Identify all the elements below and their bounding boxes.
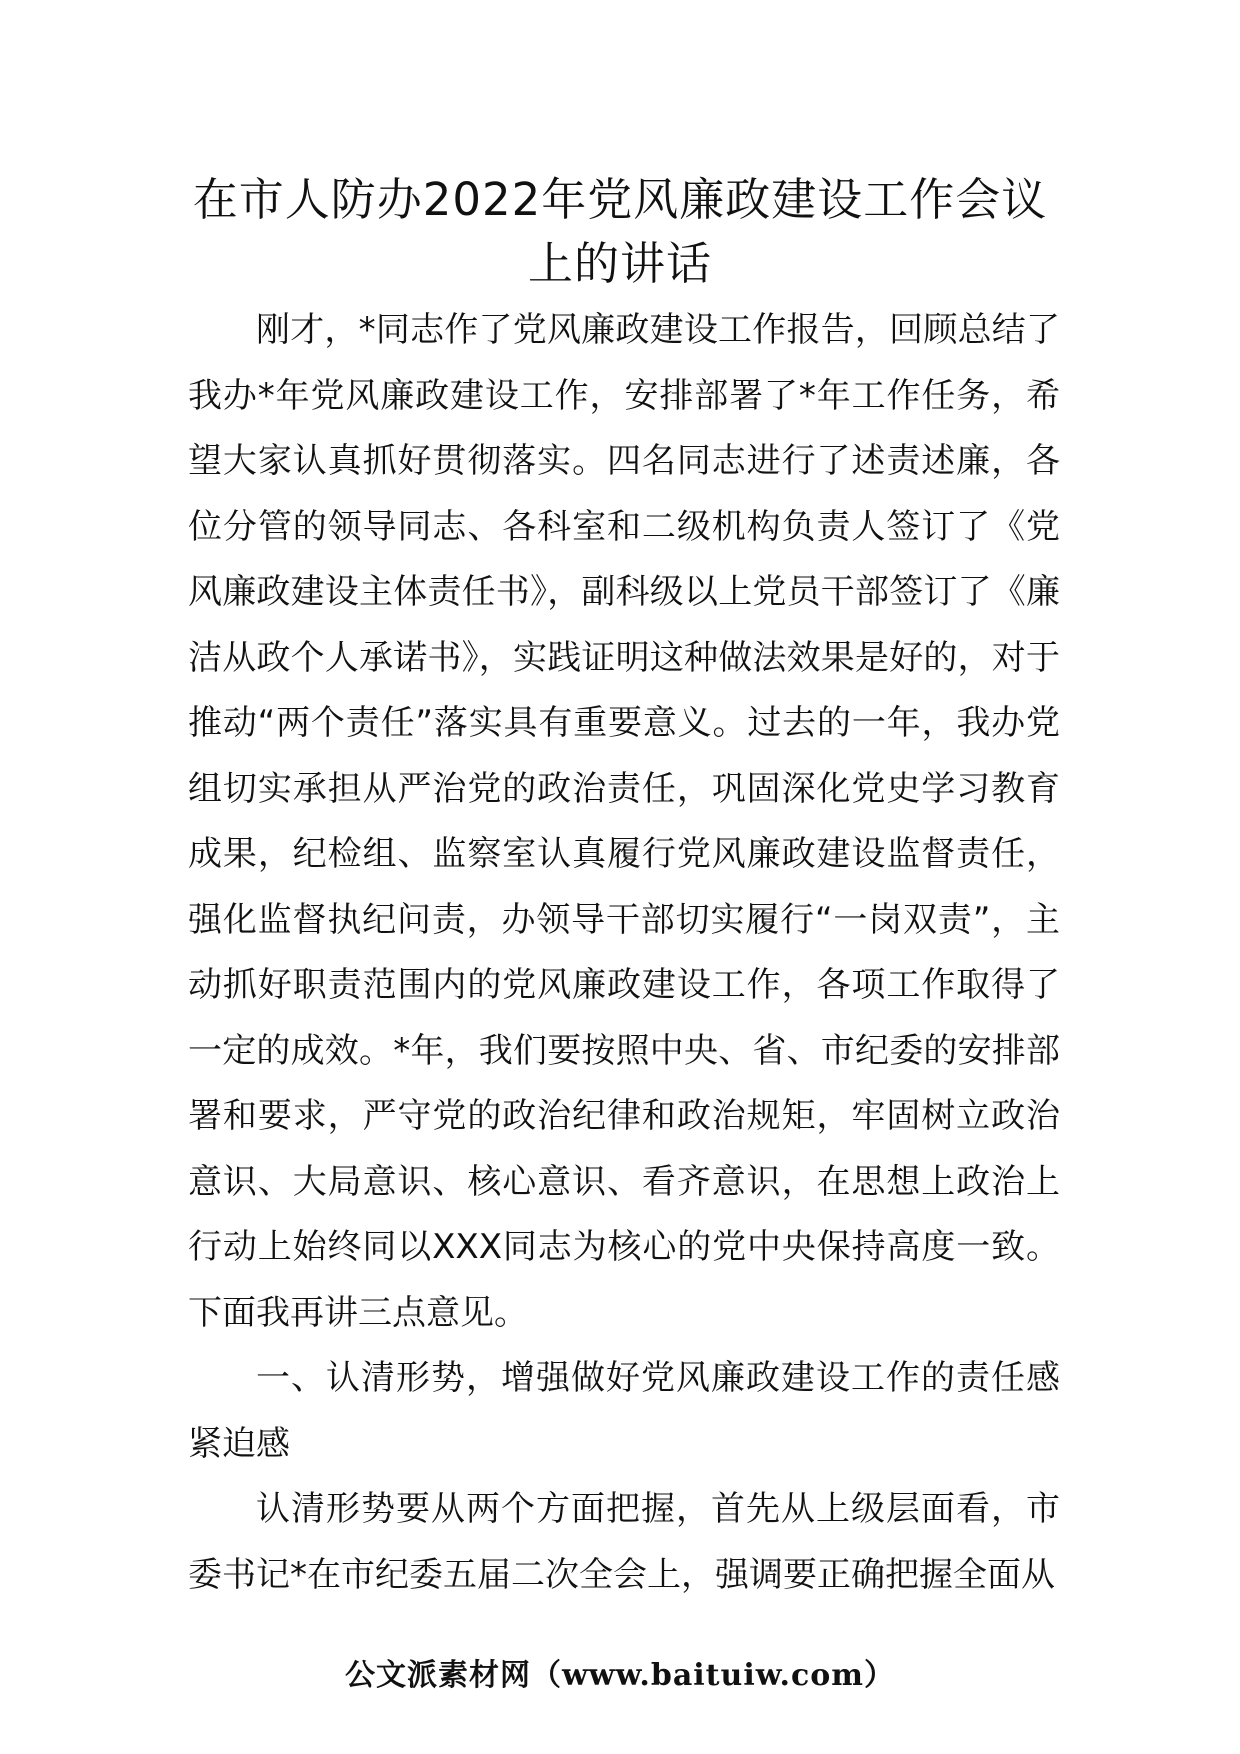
paragraph-section-1: 认清形势要从两个方面把握，首先从上级层面看，市委书记*在市纪委五届二次全会上，强调要正确把握全面从 <box>188 1489 1060 1595</box>
footer-source: 公文派素材网（www.baituiw.com） <box>344 1658 896 1693</box>
title-line-1: 在市人防办2022年党风廉政建设工作会议 <box>192 173 1048 226</box>
title-line-2: 上的讲话 <box>527 237 712 290</box>
paragraph-intro: 刚才，*同志作了党风廉政建设工作报告，回顾总结了我办*年党风廉政建设工作，安排部署了*年工作任务，希望大家认真抓好贯彻落实。四名同志进行了述责述廉，各位分管的领导同志、各科室和二级机构负责人签订了《党风廉政建设主体责任书》，副科级以上党员干部签订了《廉洁从政个人承诺书》，实践证明这种做法效果是好的，对于推动“两个责任”落实具有重要意义。过去的一年，我办党组切实承担从严治党的政治责任，巩固深化党史学习教育成果，纪检组、监察室认真履行党风廉政建设监督责任，强化监督执纪问责，办领导干部切实履行“一岗双责”，主动抓好职责范围内的党风廉政建设工作，各项工作取得了一定的成效。*年，我们要按照中央、省、市纪委的安排部署和要求，严守党的政治纪律和政治规矩，牢固树立政治意识、大局意识、核心意识、看齐意识，在思想上政治上行动上始终同以XXX同志为核心的党中央保持高度一致。下面我再讲三点意见。 <box>188 310 1060 1333</box>
document-title <box>160 168 1080 296</box>
section-heading-1: 一、认清形势，增强做好党风廉政建设工作的责任感紧迫感 <box>188 1358 1060 1464</box>
document-body <box>188 298 1060 1608</box>
